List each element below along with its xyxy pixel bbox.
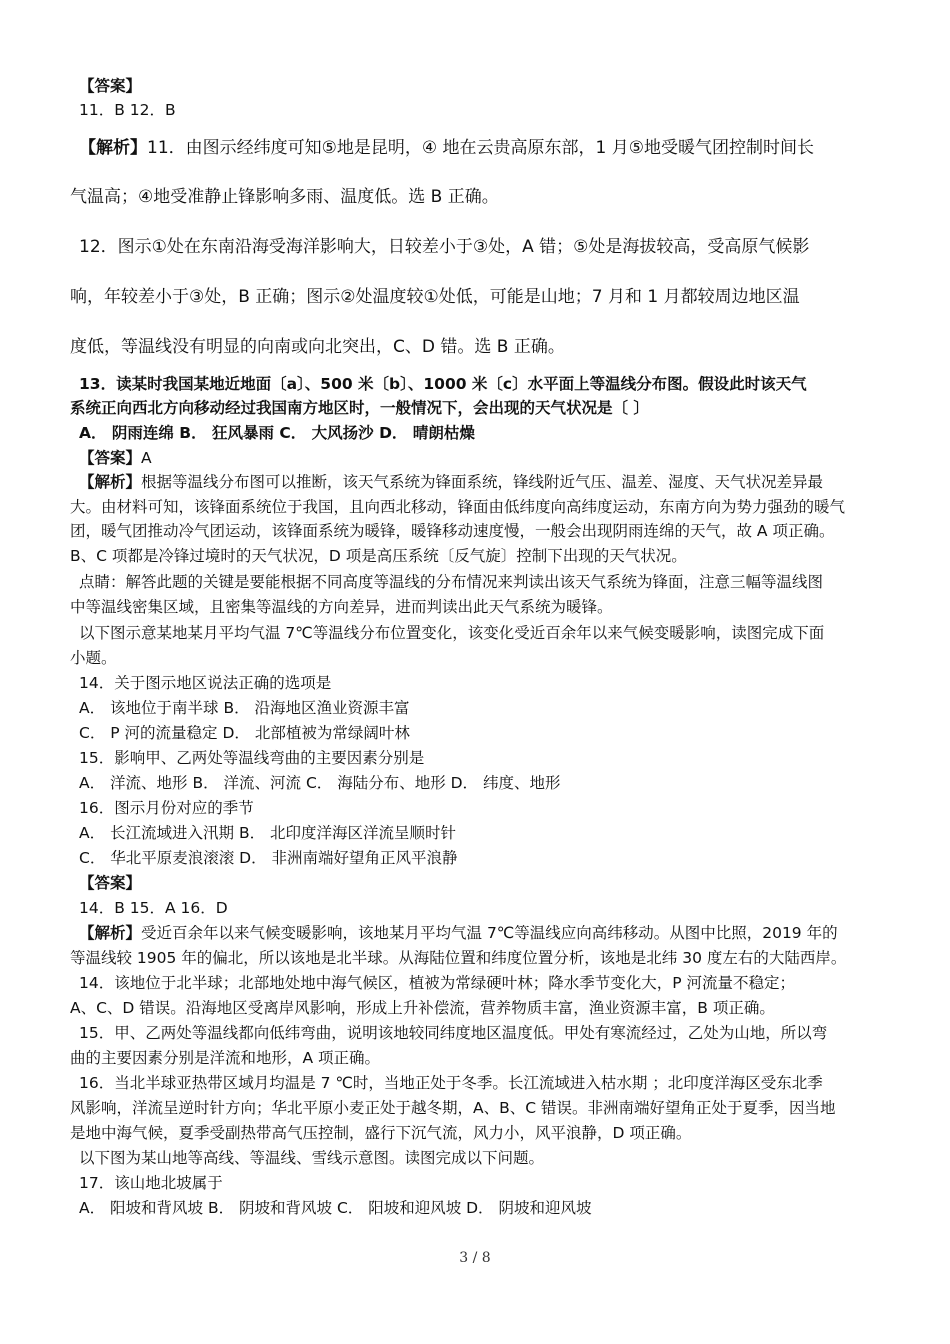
q14-16-analysis-4: A、C、D 错误。沿海地区受离岸风影响，形成上升补偿流，营养物质丰富，渔业资源丰富，B 项正确。 xyxy=(70,999,775,1017)
q13-options: A． 阴雨连绵 B． 狂风暴雨 C． 大风扬沙 D． 晴朗枯燥 xyxy=(79,424,475,442)
q13-analysis-1-text: 根据等温线分布图可以推断，该天气系统为锋面系统，锋线附近气压、温差、湿度、天气状况差异最 xyxy=(141,473,824,491)
q13-analysis-2: 大。由材料可知，该锋面系统位于我国，且向西北移动，锋面由低纬度向高纬度运动，东南方向为势力强劲的暖气 xyxy=(70,498,846,516)
q13-comment-2: 中等温线密集区域，且密集等温线的方向差异，进而判读出此天气系统为暖锋。 xyxy=(70,598,613,616)
q16-stem: 16．图示月份对应的季节 xyxy=(79,799,254,817)
answer-label: 【答案】 xyxy=(79,874,142,892)
q14-16-analysis-5: 15．甲、乙两处等温线都向低纬弯曲，说明该地较同纬度地区温度低。甲处有寒流经过，乙处为山地，所以弯 xyxy=(79,1024,828,1042)
answer-label: 【答案】 xyxy=(79,449,142,467)
q15-options: A． 洋流、地形 B． 洋流、河流 C． 海陆分布、地形 D． 纬度、地形 xyxy=(79,774,561,792)
q13-answer-value: A xyxy=(141,449,152,467)
analysis-12-c: 度低，等温线没有明显的向南或向北突出，C、D 错。选 B 正确。 xyxy=(70,337,565,357)
q14-16-intro-2: 小题。 xyxy=(70,649,117,667)
q14-16-analysis-8: 风影响，洋流呈逆时针方向；华北平原小麦正处于越冬期，A、B、C 错误。非洲南端好望角正处于夏季，因当地 xyxy=(70,1099,836,1117)
answer-label: 【答案】 xyxy=(79,77,142,95)
analysis-12-b: 响，年较差小于③处，B 正确；图示②处温度较①处低，可能是山地；7 月和 1 月都较周边地区温 xyxy=(70,287,800,307)
q16-options-ab: A． 长江流域进入汛期 B． 北印度洋海区洋流呈顺时针 xyxy=(79,824,457,842)
q15-stem: 15．影响甲、乙两处等温线弯曲的主要因素分别是 xyxy=(79,749,425,767)
analysis-label: 【解析】 xyxy=(79,924,142,942)
q17-options: A． 阳坡和背风坡 B． 阴坡和背风坡 C． 阳坡和迎风坡 D． 阴坡和迎风坡 xyxy=(79,1199,592,1217)
q13-analysis-3: 团，暖气团推动冷气团运动，该锋面系统为暖锋，暖锋移动速度慢，一般会出现阴雨连绵的天气，故 A 项正确。 xyxy=(70,522,835,540)
q14-16-analysis-3: 14．该地位于北半球；北部地处地中海气候区，植被为常绿硬叶林；降水季节变化大，P 河流量不稳定； xyxy=(79,974,796,992)
q13-analysis-1 xyxy=(79,470,899,494)
q14-16-intro-1: 以下图示意某地某月平均气温 7℃等温线分布位置变化，该变化受近百余年以来气候变暖影响，读图完成下面 xyxy=(79,624,825,642)
q13-stem-2: 系统正向西北方向移动经过我国南方地区时，一般情况下，会出现的天气状况是〔 〕 xyxy=(70,399,649,417)
analysis-11 xyxy=(79,136,899,160)
page-number: 3 / 8 xyxy=(459,1250,491,1266)
q14-16-analysis-1-text: 受近百余年以来气候变暖影响，该地某月平均气温 7℃等温线应向高纬移动。从图中比照，2019 年的 xyxy=(141,924,838,942)
q13-comment-1: 点睛：解答此题的关键是要能根据不同高度等温线的分布情况来判读出该天气系统为锋面，注意三幅等温线图 xyxy=(79,573,824,591)
analysis-12-a: 12．图示①处在东南沿海受海洋影响大，日较差小于③处，A 错；⑤处是海拔较高，受高原气候影 xyxy=(79,237,810,257)
q16-options-cd: C． 华北平原麦浪滚滚 D． 非洲南端好望角正风平浪静 xyxy=(79,849,458,867)
q14-16-analysis-9: 是地中海气候，夏季受副热带高气压控制，盛行下沉气流，风力小，风平浪静，D 项正确。 xyxy=(70,1124,692,1142)
q14-options-cd: C． P 河的流量稳定 D． 北部植被为常绿阔叶林 xyxy=(79,724,410,742)
q17-stem: 17．该山地北坡属于 xyxy=(79,1174,223,1192)
q13-answer xyxy=(79,446,899,470)
q14-16-analysis-6: 曲的主要因素分别是洋流和地形，A 项正确。 xyxy=(70,1049,381,1067)
q14-stem: 14．关于图示地区说法正确的选项是 xyxy=(79,674,332,692)
analysis-label: 【解析】 xyxy=(79,138,147,158)
answers-14-16: 14．B 15．A 16．D xyxy=(79,899,228,917)
q14-16-analysis-2: 等温线较 1905 年的偏北，所以该地是北半球。从海陆位置和纬度位置分析，该地是北纬 30 度左右的大陆西岸。 xyxy=(70,949,847,967)
q14-16-analysis-1 xyxy=(79,921,899,945)
analysis-11-cont: 气温高；④地受准静止锋影响多雨、温度低。选 B 正确。 xyxy=(70,187,499,207)
q13-analysis-4: B、C 项都是冷锋过境时的天气状况，D 项是高压系统〔反气旋〕控制下出现的天气状况。 xyxy=(70,547,687,565)
analysis-11-text: 11．由图示经纬度可知⑤地是昆明，④ 地在云贵高原东部，1 月⑤地受暖气团控制时间长 xyxy=(147,138,814,158)
analysis-label: 【解析】 xyxy=(79,473,142,491)
q14-options-ab: A． 该地位于南半球 B． 沿海地区渔业资源丰富 xyxy=(79,699,410,717)
q14-16-analysis-7: 16．当北半球亚热带区域月均温是 7 ℃时，当地正处于冬季。长江流域进入枯水期 ；北印度洋海区受东北季 xyxy=(79,1074,823,1092)
answers-11-12: 11．B 12．B xyxy=(79,101,176,119)
q13-stem-1: 13．读某时我国某地近地面〔a〕、500 米〔b〕、1000 米〔c〕水平面上等温线分布图。假设此时该天气 xyxy=(79,375,807,393)
q17-intro: 以下图为某山地等高线、等温线、雪线示意图。读图完成以下问题。 xyxy=(79,1149,545,1167)
